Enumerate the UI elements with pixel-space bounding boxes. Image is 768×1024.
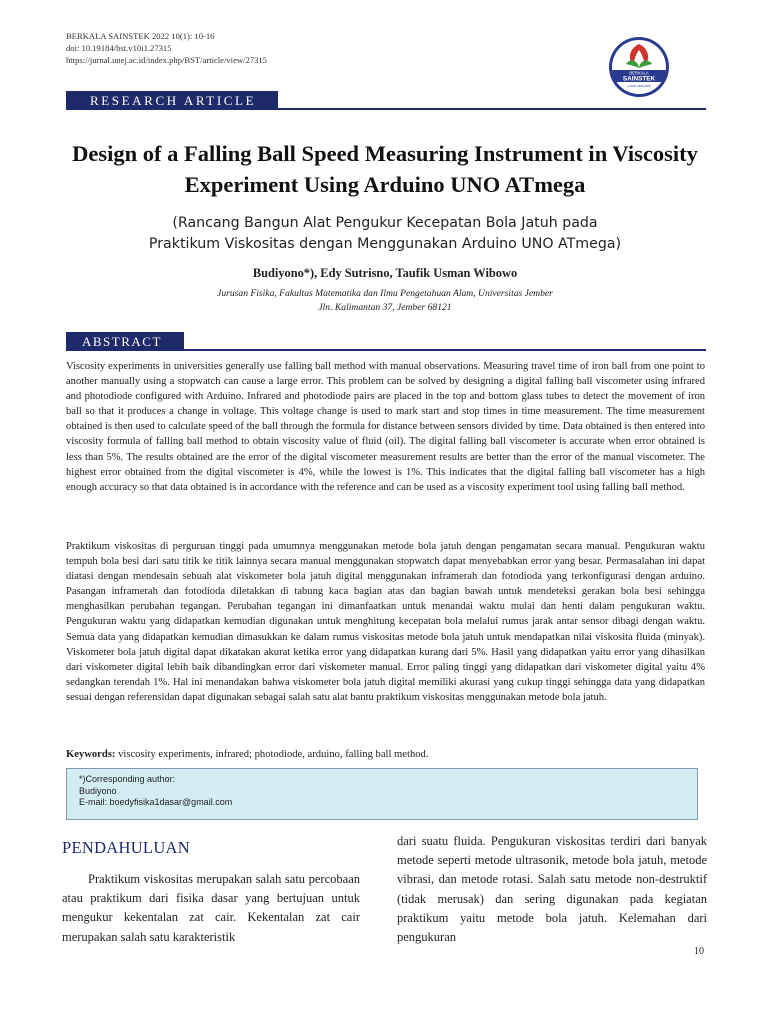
affiliation-line: Jln. Kalimantan 37, Jember 68121 bbox=[318, 301, 452, 313]
subtitle-line: (Rancang Bangun Alat Pengukur Kecepatan Bola Jatuh pada bbox=[172, 215, 598, 231]
corresponding-author-box bbox=[66, 768, 698, 820]
journal-citation: BERKALA SAINSTEK 2022 10(1): 10-16 bbox=[66, 31, 215, 41]
abstract-english: Viscosity experiments in universities generally use falling ball method with manual observations. Measuring travel time of iron ball from one point to another manually using a stopwatch can cause a large error. This problem can be solved by designing a digital falling ball viscometer using infrared and photodiode configured with Arduino. Infrared and photodiode pairs are placed in the top and bottom glass tubes to detect the movement of iron ball so that it produces a change in voltage. This voltage change is used to mark start and stop times in time measurement. The time measurement obtained is then used to calculate speed of the ball through the formula for distance between sensors divided by time. Data obtained is then entered into viscosity formula of falling ball method to obtain viscosity value of fluid (oil). The digital falling ball viscometer is accurate when error obtained is less than 5%. The results obtained are the error of the digital viscometer measurement results are better than the error of the manual viscometer. The highest error obtained from the digital viscometer is 4%, while the lowest is 1%. This indicates that the digital falling ball viscometer has a high enough accuracy so that data obtained is in accordance with the reference and can be used as a viscosity experiment tool using falling ball method. bbox=[66, 361, 705, 493]
logo-top-text: BERKALA bbox=[629, 70, 649, 76]
corresponding-label: *)Corresponding author: bbox=[79, 774, 176, 784]
abstract-label: ABSTRACT bbox=[66, 332, 184, 351]
paper-subtitle bbox=[40, 213, 730, 255]
abstract-divider bbox=[66, 349, 706, 351]
header-divider bbox=[66, 108, 706, 110]
logo-main-text: SAINSTEK bbox=[622, 75, 656, 83]
keywords bbox=[66, 749, 428, 760]
corresponding-name: Budiyono bbox=[79, 785, 117, 796]
subtitle-line: Praktikum Viskositas dengan Menggunakan Arduino UNO ATmega) bbox=[148, 236, 622, 252]
article-type-banner: RESEARCH ARTICLE bbox=[66, 91, 278, 110]
section-heading: PENDAHULUAN bbox=[62, 838, 190, 857]
article-url[interactable]: https://jurnal.unej.ac.id/index.php/BST/article/view/27315 bbox=[66, 55, 267, 65]
abstract-indonesian: Praktikum viskositas di perguruan tinggi pada umumnya menggunakan metode bola jatuh dengan pengamatan secara manual. Pengukuran waktu tempuh bola besi dari satu titik ke titik lainnya secara manual menggunakan stopwatch dapat menyebabkan error yang besar. Permasalahan ini dapat diatasi dengan mendesain sebuah alat viskometer bola jatuh digital menggunakan inframerah dan fotodioda yang terkonfigurasi dengan arduino. Pasangan inframerah dan fotodioda diletakkan di tabung kaca bagian atas dan bagian bawah untuk mendeteksi gerakan bola besi sehingga menghasilkan perubahan tegangan. Perubahan tegangan ini dimanfaatkan untuk menandai waktu mulai dan henti dalam pengukuran waktu. Pengukuran waktu yang didapatkan kemudian digunakan untuk menghitung kecepatan bola melalui rumus jarak antar sensor dibagi dengan waktu. Semua data yang didapatkan kemudian dimasukkan ke dalam rumus viskositas metode bola jatuh untuk mendapatkan nilai viskosita fluida (minyak). Viskometer bola jatuh digital dapat dikatakan akurat ketika error yang didapatkan kurang dari 5%. Hasil yang didapatkan yaitu error yang dihasilkan dari viskometer digital lebih baik dibandingkan error dari viskometer manual. Error paling tinggi yang didapatkan dari viskometer digital yaitu 4% sedangkan terendah 1%. Hal ini menandakan bahwa viskometer bola jatuh digital memiliki akurasi yang cukup tinggi sehingga data yang didapatkan sesuai dengan referensidan dapat digunakan sebagai salah satu alat bantu praktikum viskositas menggunakan metode bola jatuh. bbox=[66, 541, 705, 703]
affiliation-line: Jurusan Fisika, Fakultas Matematika dan Ilmu Pengetahuan Alam, Universitas Jember bbox=[217, 288, 553, 299]
body-column-left: Praktikum viskositas merupakan salah satu percobaan atau praktikum dari fisika dasar yang bertujuan untuk mengukur kekentalan zat cair. Kekentalan zat cair merupakan salah satu karakteristik bbox=[62, 872, 360, 944]
journal-logo bbox=[608, 36, 670, 98]
corresponding-email[interactable]: E-mail: boedyfisika1dasar@gmail.com bbox=[79, 797, 233, 807]
logo-issn-text: e-ISSN 2339-0069 bbox=[627, 84, 651, 88]
keywords-text: viscosity experiments, infrared; photodiode, arduino, falling ball method. bbox=[118, 749, 429, 760]
paper-title: Design of a Falling Ball Speed Measuring Instrument in Viscosity Experiment Using Arduino UNO ATmega bbox=[72, 141, 698, 197]
page-number: 10 bbox=[694, 946, 704, 957]
journal-meta bbox=[66, 30, 267, 66]
doi-text: doi: 10.19184/bst.v10i1.27315 bbox=[66, 43, 172, 53]
author-list: Budiyono*), Edy Sutrisno, Taufik Usman Wibowo bbox=[252, 266, 518, 280]
body-column-right: dari suatu fluida. Pengukuran viskositas terdiri dari banyak metode seperti metode ultrasonik, metode bola jatuh, metode vibrasi, dan metode rotasi. Salah satu metode non-destruktif (tidak merusak) dan sering digunakan pada kegiatan praktikum yaitu metode bola jatuh. Kelemahan dari pengukuran bbox=[397, 834, 707, 945]
affiliation bbox=[40, 287, 730, 314]
keywords-label: Keywords: bbox=[66, 749, 116, 760]
